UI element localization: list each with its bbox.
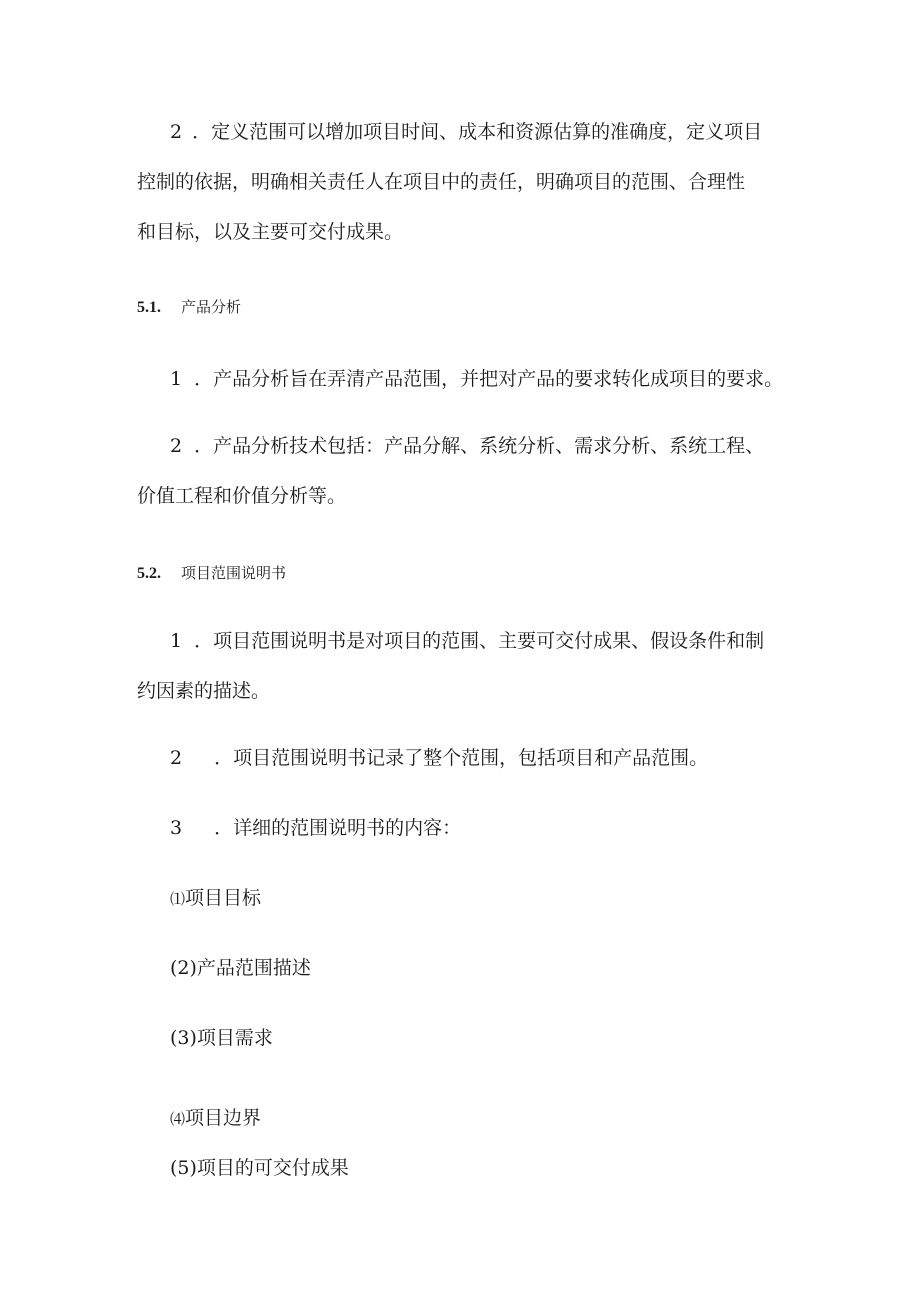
list-item-number: (2) xyxy=(170,957,197,979)
list-item-text: 项目需求 xyxy=(196,1027,273,1049)
s52-p3-number: 3 xyxy=(170,817,183,839)
intro-text-1: ．定义范围可以增加项目时间、成本和资源估算的准确度，定义项目 xyxy=(192,121,763,143)
list-item-text: 项目目标 xyxy=(185,887,262,909)
list-item-number: (5) xyxy=(170,1157,197,1179)
section-heading-5-2 xyxy=(137,563,286,584)
s51-p2-text-1: ．产品分析技术包括：产品分解、系统分析、需求分析、系统工程、 xyxy=(194,435,765,457)
intro-line-2: 控制的依据，明确相关责任人在项目中的责任，明确项目的范围、合理性 xyxy=(137,171,746,193)
s52-p3 xyxy=(170,815,461,841)
list-item-number: ⑴ xyxy=(170,890,186,908)
list-item-text: 产品范围描述 xyxy=(196,957,311,979)
s51-p1-text: ．产品分析旨在弄清产品范围，并把对产品的要求转化成项目的要求。 xyxy=(194,368,784,390)
s52-p1-line-2: 约因素的描述。 xyxy=(137,680,271,702)
list-item-number: ⑷ xyxy=(170,1110,186,1128)
list-item xyxy=(170,885,261,912)
intro-number: 2 xyxy=(170,121,183,143)
s51-p1 xyxy=(170,366,783,392)
s52-p2 xyxy=(170,745,708,771)
s51-p2-number: 2 xyxy=(170,435,183,457)
list-item xyxy=(170,1105,261,1132)
intro-line-3: 和目标，以及主要可交付成果。 xyxy=(137,221,404,243)
section-heading-5-1 xyxy=(137,297,241,318)
s52-p1-line-1 xyxy=(170,628,764,654)
s51-p2-line-2: 价值工程和价值分析等。 xyxy=(137,485,347,507)
s51-p2-line-1 xyxy=(170,433,764,459)
list-item-number: (3) xyxy=(170,1027,197,1049)
section-number-5-1: 5.1. xyxy=(137,299,161,316)
list-item-text: 项目边界 xyxy=(185,1107,262,1129)
s52-p1-number: 1 xyxy=(170,630,183,652)
section-title-5-2: 项目范围说明书 xyxy=(181,564,287,582)
list-item xyxy=(170,1025,273,1051)
section-title-5-1: 产品分析 xyxy=(181,298,242,316)
list-item-text: 项目的可交付成果 xyxy=(196,1157,349,1179)
s52-p1-text-1: ．项目范围说明书是对项目的范围、主要可交付成果、假设条件和制 xyxy=(194,630,765,652)
s51-p1-number: 1 xyxy=(170,368,183,390)
s52-p2-text: ．项目范围说明书记录了整个范围，包括项目和产品范围。 xyxy=(214,747,709,769)
list-item xyxy=(170,1155,349,1181)
section-number-5-2: 5.2. xyxy=(137,565,161,582)
s52-p2-number: 2 xyxy=(170,747,183,769)
intro-line-1 xyxy=(170,119,762,145)
list-item xyxy=(170,955,311,981)
s52-p3-text: ．详细的范围说明书的内容： xyxy=(214,817,462,839)
